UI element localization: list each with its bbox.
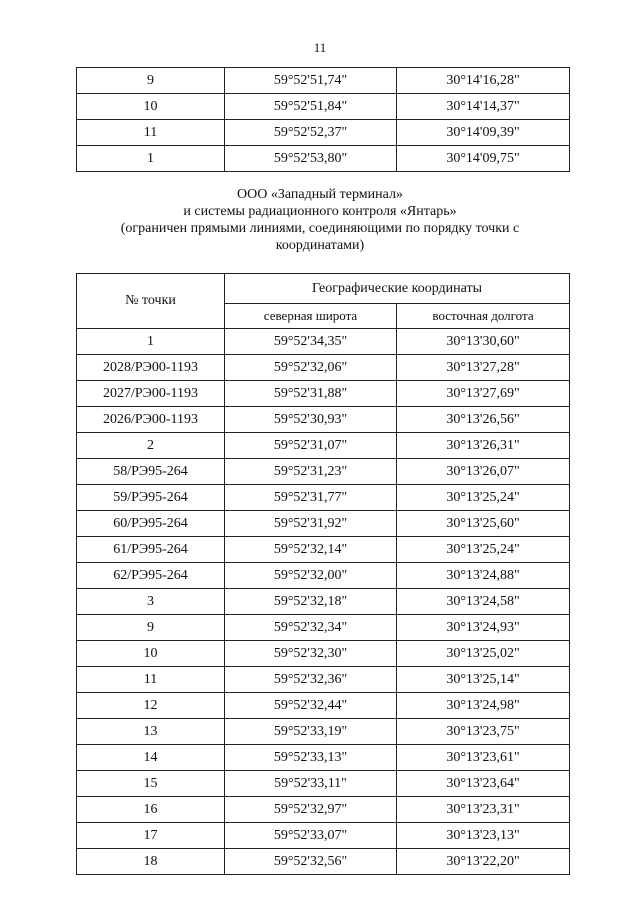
longitude-cell: 30°14'14,37" — [397, 94, 570, 120]
point-number-cell: 13 — [77, 719, 225, 745]
table-row — [77, 94, 570, 120]
longitude-cell: 30°13'25,60" — [397, 511, 570, 537]
longitude-cell: 30°13'25,24" — [397, 485, 570, 511]
longitude-cell: 30°13'24,88" — [397, 563, 570, 589]
point-number-cell: 11 — [77, 667, 225, 693]
longitude-cell: 30°13'23,75" — [397, 719, 570, 745]
point-number-cell: 10 — [77, 94, 225, 120]
point-number-cell: 2 — [77, 433, 225, 459]
longitude-cell: 30°13'26,07" — [397, 459, 570, 485]
latitude-cell: 59°52'33,07" — [225, 823, 397, 849]
point-number-cell: 2027/РЭ00-1193 — [77, 381, 225, 407]
header-longitude: восточная долгота — [397, 304, 570, 329]
latitude-cell: 59°52'32,06" — [225, 355, 397, 381]
table-row — [77, 355, 570, 381]
latitude-cell: 59°52'31,23" — [225, 459, 397, 485]
table-row — [77, 667, 570, 693]
longitude-cell: 30°13'27,69" — [397, 381, 570, 407]
point-number-cell: 1 — [77, 146, 225, 172]
longitude-cell: 30°13'23,31" — [397, 797, 570, 823]
title-line: (ограничен прямыми линиями, соединяющими по порядку точки с — [120, 221, 520, 236]
point-number-cell: 2026/РЭ00-1193 — [77, 407, 225, 433]
latitude-cell: 59°52'31,92" — [225, 511, 397, 537]
table-row — [77, 849, 570, 875]
longitude-cell: 30°14'16,28" — [397, 68, 570, 94]
longitude-cell: 30°13'27,28" — [397, 355, 570, 381]
latitude-cell: 59°52'33,13" — [225, 745, 397, 771]
header-latitude: северная широта — [225, 304, 397, 329]
longitude-cell: 30°13'23,64" — [397, 771, 570, 797]
point-number-cell: 1 — [77, 329, 225, 355]
latitude-cell: 59°52'32,97" — [225, 797, 397, 823]
point-number-cell: 3 — [77, 589, 225, 615]
point-number-cell: 2028/РЭ00-1193 — [77, 355, 225, 381]
longitude-cell: 30°13'26,31" — [397, 433, 570, 459]
latitude-cell: 59°52'52,37" — [225, 120, 397, 146]
table-row — [77, 615, 570, 641]
latitude-cell: 59°52'32,18" — [225, 589, 397, 615]
page-number: 11 — [313, 40, 327, 55]
top-coordinates-table — [76, 67, 570, 172]
table-row — [77, 485, 570, 511]
table-row — [77, 120, 570, 146]
longitude-cell: 30°13'25,14" — [397, 667, 570, 693]
latitude-cell: 59°52'31,07" — [225, 433, 397, 459]
point-number-cell: 16 — [77, 797, 225, 823]
latitude-cell: 59°52'33,11" — [225, 771, 397, 797]
longitude-cell: 30°13'23,61" — [397, 745, 570, 771]
point-number-cell: 58/РЭ95-264 — [77, 459, 225, 485]
latitude-cell: 59°52'31,77" — [225, 485, 397, 511]
longitude-cell: 30°13'24,58" — [397, 589, 570, 615]
table-row — [77, 433, 570, 459]
table-row — [77, 146, 570, 172]
longitude-cell: 30°13'25,24" — [397, 537, 570, 563]
header-geo-coordinates: Географические координаты — [225, 274, 570, 304]
table-row — [77, 329, 570, 355]
point-number-cell: 61/РЭ95-264 — [77, 537, 225, 563]
table-row — [77, 719, 570, 745]
longitude-cell: 30°13'24,98" — [397, 693, 570, 719]
table-row — [77, 68, 570, 94]
latitude-cell: 59°52'33,19" — [225, 719, 397, 745]
latitude-cell: 59°52'53,80" — [225, 146, 397, 172]
section-title — [0, 186, 640, 254]
point-number-cell: 15 — [77, 771, 225, 797]
table-row — [77, 693, 570, 719]
point-number-cell: 10 — [77, 641, 225, 667]
point-number-cell: 60/РЭ95-264 — [77, 511, 225, 537]
title-line: координатами) — [275, 238, 365, 253]
latitude-cell: 59°52'32,36" — [225, 667, 397, 693]
header-point-number: № точки — [77, 274, 225, 329]
table-row — [77, 511, 570, 537]
longitude-cell: 30°13'24,93" — [397, 615, 570, 641]
point-number-cell: 11 — [77, 120, 225, 146]
longitude-cell: 30°13'26,56" — [397, 407, 570, 433]
point-number-cell: 9 — [77, 68, 225, 94]
longitude-cell: 30°13'25,02" — [397, 641, 570, 667]
table-row — [77, 459, 570, 485]
table-row — [77, 537, 570, 563]
table-row — [77, 589, 570, 615]
main-coordinates-table — [76, 273, 570, 875]
latitude-cell: 59°52'51,84" — [225, 94, 397, 120]
table-row — [77, 771, 570, 797]
longitude-cell: 30°13'23,13" — [397, 823, 570, 849]
point-number-cell: 62/РЭ95-264 — [77, 563, 225, 589]
point-number-cell: 14 — [77, 745, 225, 771]
latitude-cell: 59°52'34,35" — [225, 329, 397, 355]
longitude-cell: 30°13'30,60" — [397, 329, 570, 355]
latitude-cell: 59°52'51,74" — [225, 68, 397, 94]
latitude-cell: 59°52'31,88" — [225, 381, 397, 407]
table-row — [77, 823, 570, 849]
table-row — [77, 407, 570, 433]
latitude-cell: 59°52'32,30" — [225, 641, 397, 667]
latitude-cell: 59°52'32,00" — [225, 563, 397, 589]
table-row — [77, 381, 570, 407]
longitude-cell: 30°14'09,39" — [397, 120, 570, 146]
table-row — [77, 797, 570, 823]
table-row — [77, 641, 570, 667]
latitude-cell: 59°52'32,14" — [225, 537, 397, 563]
point-number-cell: 59/РЭ95-264 — [77, 485, 225, 511]
point-number-cell: 12 — [77, 693, 225, 719]
point-number-cell: 18 — [77, 849, 225, 875]
latitude-cell: 59°52'32,44" — [225, 693, 397, 719]
point-number-cell: 9 — [77, 615, 225, 641]
latitude-cell: 59°52'32,34" — [225, 615, 397, 641]
table-row — [77, 745, 570, 771]
title-line: и системы радиационного контроля «Янтарь» — [183, 204, 457, 219]
point-number-cell: 17 — [77, 823, 225, 849]
longitude-cell: 30°13'22,20" — [397, 849, 570, 875]
latitude-cell: 59°52'32,56" — [225, 849, 397, 875]
longitude-cell: 30°14'09,75" — [397, 146, 570, 172]
title-line: ООО «Западный терминал» — [237, 187, 403, 202]
latitude-cell: 59°52'30,93" — [225, 407, 397, 433]
table-row — [77, 563, 570, 589]
